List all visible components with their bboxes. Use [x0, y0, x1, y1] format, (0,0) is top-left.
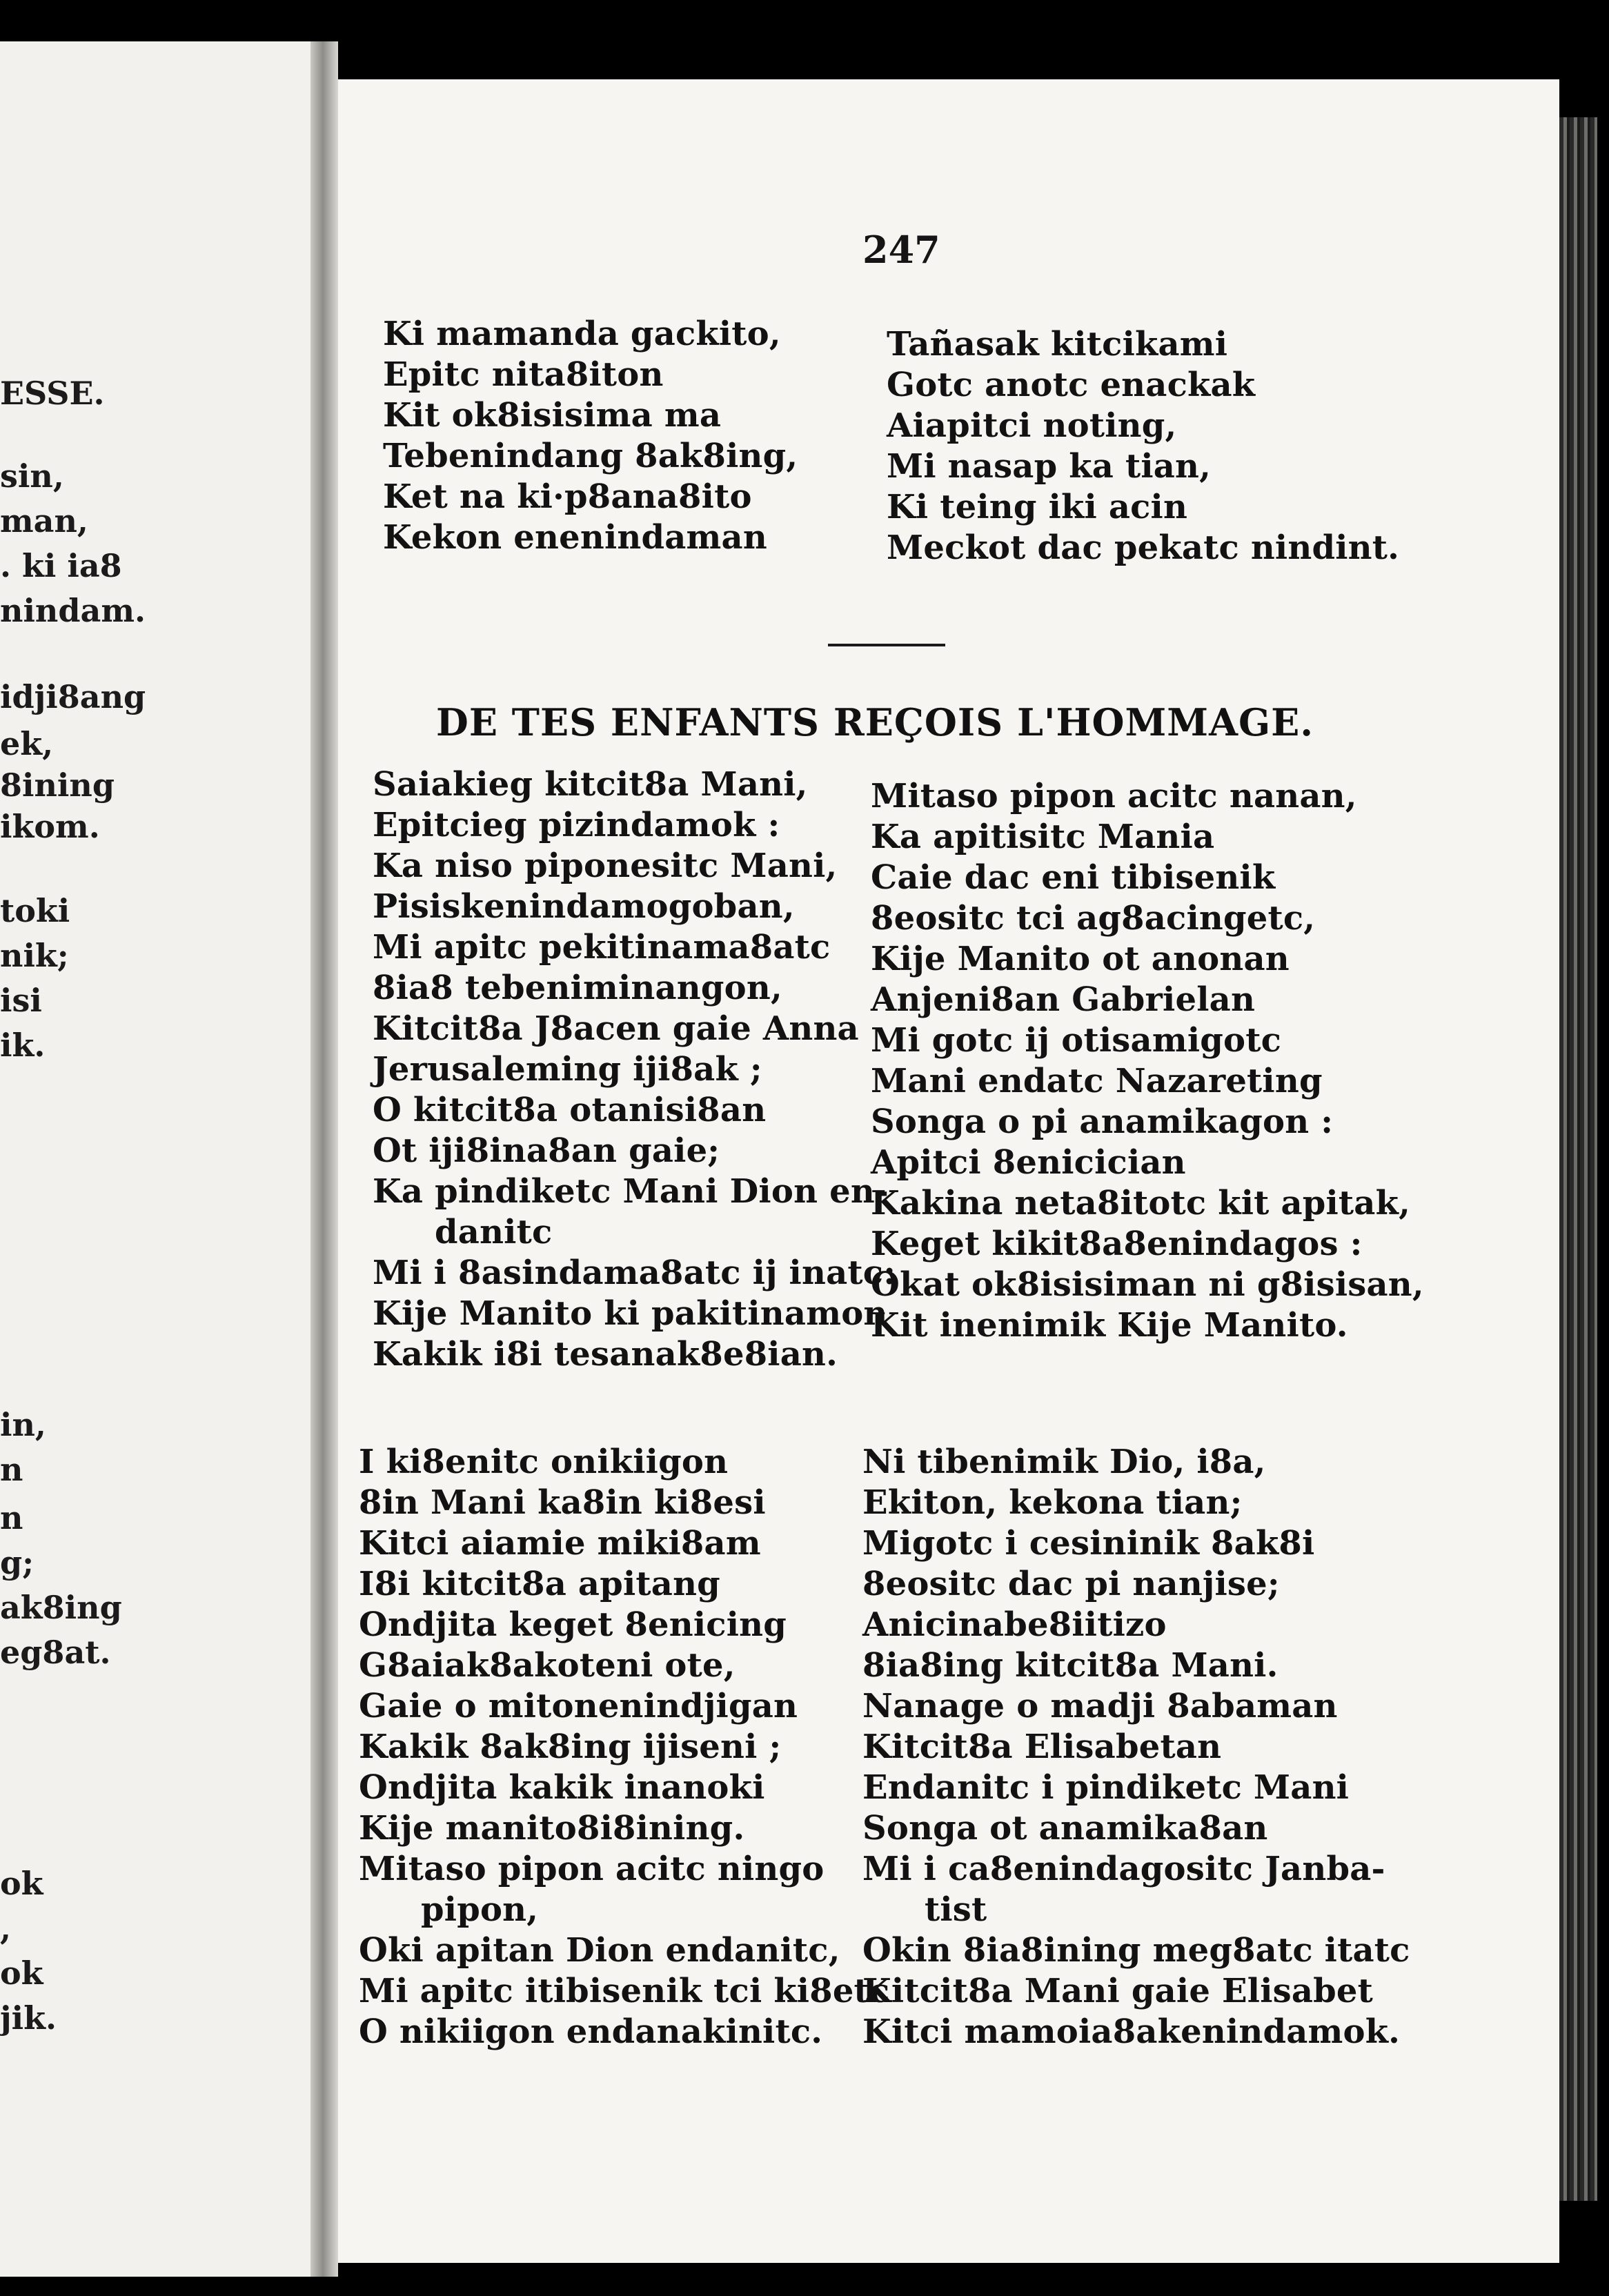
verse-line: Kakik i8i tesanak8e8ian. — [373, 1335, 838, 1374]
top-left-stanza — [383, 314, 798, 558]
verse-line: Songa o pi anamikagon : — [871, 1102, 1334, 1141]
verse-line: Epitc nita8iton — [383, 355, 664, 394]
verse-line: Ki mamanda gackito, — [383, 315, 781, 353]
verse-line: Mi apitc itibisenik tci ki8etc — [359, 1972, 890, 2010]
right-column-stanza-2 — [862, 1442, 1410, 2052]
verse-line: Anjeni8an Gabrielan — [871, 980, 1256, 1019]
left-column-stanza-2 — [359, 1442, 889, 2052]
facing-page-line: ok — [0, 1865, 43, 1902]
verse-line: Mi apitc pekitinama8atc — [373, 928, 831, 967]
verse-line: Kije Manito ot anonan — [871, 940, 1290, 978]
book-gutter — [310, 41, 338, 2277]
facing-page-line: isi — [0, 982, 42, 1019]
verse-line: Kekon enenindaman — [383, 518, 767, 557]
verse-line: Tañasak kitcikami — [887, 325, 1228, 364]
verse-line: Kitci mamoia8akenindamok. — [862, 2012, 1401, 2051]
verse-line: Saiakieg kitcit8a Mani, — [373, 765, 808, 804]
facing-page-line: man, — [0, 502, 88, 540]
verse-line: Apitci 8enicician — [871, 1143, 1186, 1182]
facing-page-line: 8ining — [0, 766, 115, 804]
verse-line: Gotc anotc enackak — [887, 366, 1256, 404]
verse-line: Epitcieg pizindamok : — [373, 806, 780, 844]
verse-line: Ket na ki·p8ana8ito — [383, 477, 752, 516]
verse-line: Meckot dac pekatc nindint. — [887, 528, 1400, 567]
verse-line: O nikiigon endanakinitc. — [359, 2012, 823, 2051]
verse-line: Kije manito8i8ining. — [359, 1809, 745, 1848]
facing-page-line: , — [0, 1910, 12, 1947]
verse-line: Ondjita keget 8enicing — [359, 1605, 787, 1644]
verse-line: G8aiak8akoteni ote, — [359, 1646, 736, 1685]
verse-line: danitc — [435, 1213, 553, 1251]
verse-line: 8eositc dac pi nanjise; — [862, 1565, 1280, 1603]
verse-line: Oki apitan Dion endanitc, — [359, 1931, 840, 1970]
verse-line: Anicinabe8iitizo — [862, 1605, 1167, 1644]
verse-line: Kakina neta8itotc kit apitak, — [871, 1184, 1410, 1223]
facing-page — [0, 41, 310, 2277]
verse-line: Endanitc i pindiketc Mani — [862, 1768, 1350, 1807]
verse-line: 8eositc tci ag8acingetc, — [871, 899, 1316, 938]
verse-line: Okin 8ia8ining meg8atc itatc — [862, 1931, 1410, 1970]
facing-page-line: eg8at. — [0, 1634, 111, 1671]
verse-line: Tebenindang 8ak8ing, — [383, 437, 798, 475]
verse-line: Ka niso piponesitc Mani, — [373, 847, 838, 885]
verse-line: Mitaso pipon acitc ningo — [359, 1850, 825, 1888]
verse-line: Songa ot anamika8an — [862, 1809, 1268, 1848]
verse-line: Ni tibenimik Dio, i8a, — [862, 1443, 1266, 1481]
verse-line: 8ia8 tebeniminangon, — [373, 969, 782, 1007]
verse-line: I ki8enitc onikiigon — [359, 1443, 729, 1481]
facing-page-line: n — [0, 1499, 23, 1536]
verse-line: Mi i ca8enindagositc Janba- — [862, 1850, 1385, 1888]
section-title: DE TES ENFANTS REÇOIS L'HOMMAGE. — [436, 700, 1314, 744]
facing-page-line: ok — [0, 1954, 43, 1992]
verse-line: Caie dac eni tibisenik — [871, 858, 1276, 897]
section-divider — [828, 644, 945, 646]
facing-page-line: nindam. — [0, 592, 146, 629]
verse-line: Mani endatc Nazareting — [871, 1062, 1323, 1100]
facing-page-line: n — [0, 1451, 23, 1488]
verse-line: Kitci aiamie miki8am — [359, 1524, 761, 1563]
verse-line: Ki teing iki acin — [887, 488, 1188, 526]
facing-page-line: jik. — [0, 1999, 57, 2037]
verse-line: Kit inenimik Kije Manito. — [871, 1306, 1348, 1345]
facing-page-line: ik. — [0, 1027, 46, 1064]
verse-line: Keget kikit8a8enindagos : — [871, 1225, 1363, 1263]
verse-line: Nanage o madji 8abaman — [862, 1687, 1338, 1725]
verse-line: Mi i 8asindama8atc ij inatc: — [373, 1254, 896, 1292]
verse-line: Migotc i cesininik 8ak8i — [862, 1524, 1315, 1563]
verse-line: Kitcit8a Mani gaie Elisabet — [862, 1972, 1374, 2010]
verse-line: Ka apitisitc Mania — [871, 818, 1215, 856]
facing-page-line: nik; — [0, 937, 69, 974]
facing-page-line: ak8ing — [0, 1589, 122, 1626]
verse-line: Pisiskenindamogoban, — [373, 887, 795, 926]
verse-line: Kitcit8a Elisabetan — [862, 1728, 1222, 1766]
facing-page-line: toki — [0, 892, 70, 929]
verse-line: Gaie o mitonenindjigan — [359, 1687, 798, 1725]
verse-line: Jerusaleming iji8ak ; — [373, 1050, 762, 1089]
verse-line: Aiapitci noting, — [887, 406, 1177, 445]
top-right-stanza — [887, 324, 1399, 568]
page-number: 247 — [862, 228, 940, 272]
verse-line: 8in Mani ka8in ki8esi — [359, 1483, 766, 1522]
facing-page-line: idji8ang — [0, 678, 146, 715]
verse-line: Ot iji8ina8an gaie; — [373, 1131, 720, 1170]
left-column-stanza-1 — [373, 764, 896, 1375]
verse-line: 8ia8ing kitcit8a Mani. — [862, 1646, 1279, 1685]
verse-line: Ondjita kakik inanoki — [359, 1768, 765, 1807]
verse-line: pipon, — [421, 1890, 539, 1929]
verse-line: Mitaso pipon acitc nanan, — [871, 777, 1357, 815]
verse-line: Kit ok8isisima ma — [383, 396, 722, 435]
facing-page-line: sin, — [0, 457, 64, 495]
facing-page-line: ESSE. — [0, 375, 105, 412]
verse-line: Mi gotc ij otisamigotc — [871, 1021, 1282, 1060]
verse-line: Mi nasap ka tian, — [887, 447, 1212, 486]
verse-line: I8i kitcit8a apitang — [359, 1565, 720, 1603]
verse-line: Kakik 8ak8ing ijiseni ; — [359, 1728, 782, 1766]
facing-page-line: ek, — [0, 725, 54, 762]
verse-line: Okat ok8isisiman ni g8isisan, — [871, 1265, 1424, 1304]
verse-line: O kitcit8a otanisi8an — [373, 1091, 767, 1129]
facing-page-line: ikom. — [0, 808, 100, 845]
facing-page-line: g; — [0, 1544, 34, 1581]
facing-page-line: in, — [0, 1406, 46, 1443]
verse-line: Kije Manito ki pakitinamon — [373, 1294, 888, 1333]
verse-line: Kitcit8a J8acen gaie Anna — [373, 1009, 859, 1048]
page-edge — [1559, 117, 1597, 2201]
facing-page-line: . ki ia8 — [0, 547, 122, 584]
verse-line: Ekiton, kekona tian; — [862, 1483, 1243, 1522]
verse-line: tist — [925, 1890, 987, 1929]
right-column-stanza-1 — [871, 776, 1424, 1346]
verse-line: Ka pindiketc Mani Dion en- — [373, 1172, 889, 1211]
